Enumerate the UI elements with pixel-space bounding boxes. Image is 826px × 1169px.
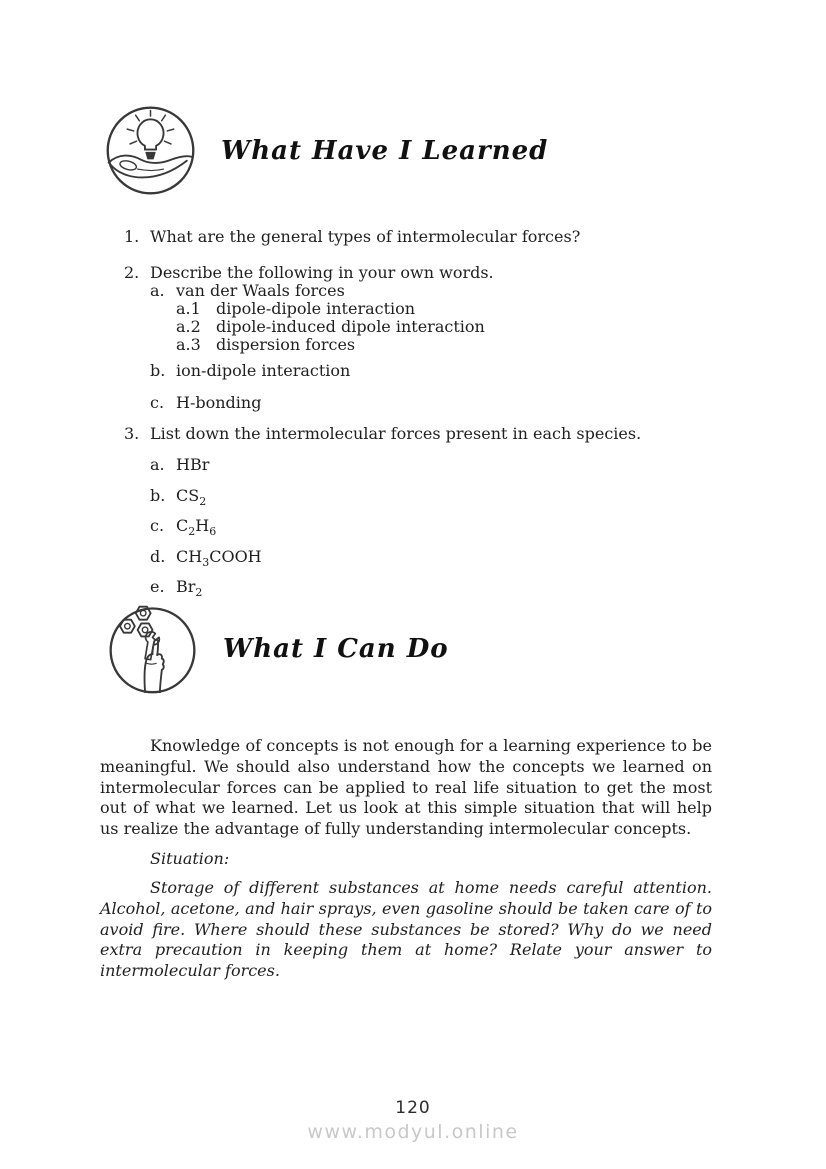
paragraph-knowledge: Knowledge of concepts is not enough for a learning experience to be meaningful. We should also understand how the concepts we learned on intermolecular forces can be applied to real life situation to get the most out of what we learned. Let us look at this simple situation that will help us realize the advantage of fully understanding intermolecular concepts. [100, 736, 712, 839]
list-item [124, 425, 724, 443]
list-item [124, 228, 724, 246]
species-item-hbr [124, 456, 724, 474]
chemical-formula: $Br_2$ [176, 577, 203, 600]
species-item-br2 [124, 577, 724, 600]
list-item-number: 2. [124, 263, 140, 282]
list-item-number: d. [150, 547, 166, 566]
chemical-formula: $C_2H_6$ [176, 516, 217, 539]
list-item-number: a.3 [176, 335, 201, 354]
list-item-number: e. [150, 577, 165, 596]
watermark-text: www.modyul.online [307, 1121, 519, 1143]
list-item-number: a.1 [176, 299, 201, 318]
list-item-number: b. [150, 486, 166, 505]
page-number: 120 [395, 1098, 431, 1118]
species-item-ch3cooh [124, 547, 724, 570]
chemical-formula: $CS_2$ [176, 486, 207, 509]
list-item-number: b. [150, 361, 166, 380]
list-item-text: dipole-induced dipole interaction [216, 317, 485, 336]
list-item [124, 336, 724, 354]
list-item [124, 300, 724, 318]
list-item-text: H-bonding [176, 393, 262, 412]
question-list [124, 227, 724, 600]
section-header-what-i-can-do [106, 602, 449, 695]
list-item [124, 362, 724, 380]
chemical-formula: $CH_3COOH$ [176, 547, 262, 570]
list-item-number: a. [150, 455, 165, 474]
list-item [124, 282, 724, 300]
list-item-number: a. [150, 281, 165, 300]
list-item-text: dispersion forces [216, 335, 356, 354]
list-item [124, 318, 724, 336]
chemical-formula: HBr [176, 455, 210, 474]
species-item-c2h6 [124, 516, 724, 539]
list-item-text: Describe the following in your own words. [150, 263, 494, 282]
list-item-text: van der Waals forces [176, 281, 345, 300]
list-item-text: dipole-dipole interaction [216, 299, 416, 318]
situation-label: Situation: [150, 849, 230, 868]
list-item-text: List down the intermolecular forces present in each species. [150, 424, 642, 443]
list-item [124, 264, 724, 282]
list-item-number: 1. [124, 227, 140, 246]
list-item-number: c. [150, 393, 165, 412]
list-item-text: ion-dipole interaction [176, 361, 351, 380]
hand-holding-wrench-icon [106, 602, 199, 695]
list-item-text: What are the general types of intermolecular forces? [150, 227, 581, 246]
list-item-number: c. [150, 516, 165, 535]
section-title-what-have-i-learned: What Have I Learned [221, 135, 549, 166]
section-header-what-have-i-learned [104, 104, 548, 197]
species-item-cs2 [124, 486, 724, 509]
list-item-number: 3. [124, 424, 140, 443]
lightbulb-in-hand-icon [104, 104, 197, 197]
list-item-number: a.2 [176, 317, 201, 336]
paragraph-situation: Storage of different substances at home needs careful attention. Alcohol, acetone, and hair sprays, even gasoline should be taken care of to avoid fire. Where should these substances be stored? Why do we need extra precaution in keeping them at home? Relate your answer to intermolecular forces. [100, 878, 712, 981]
section-title-what-i-can-do: What I Can Do [223, 633, 449, 664]
list-item [124, 394, 724, 412]
